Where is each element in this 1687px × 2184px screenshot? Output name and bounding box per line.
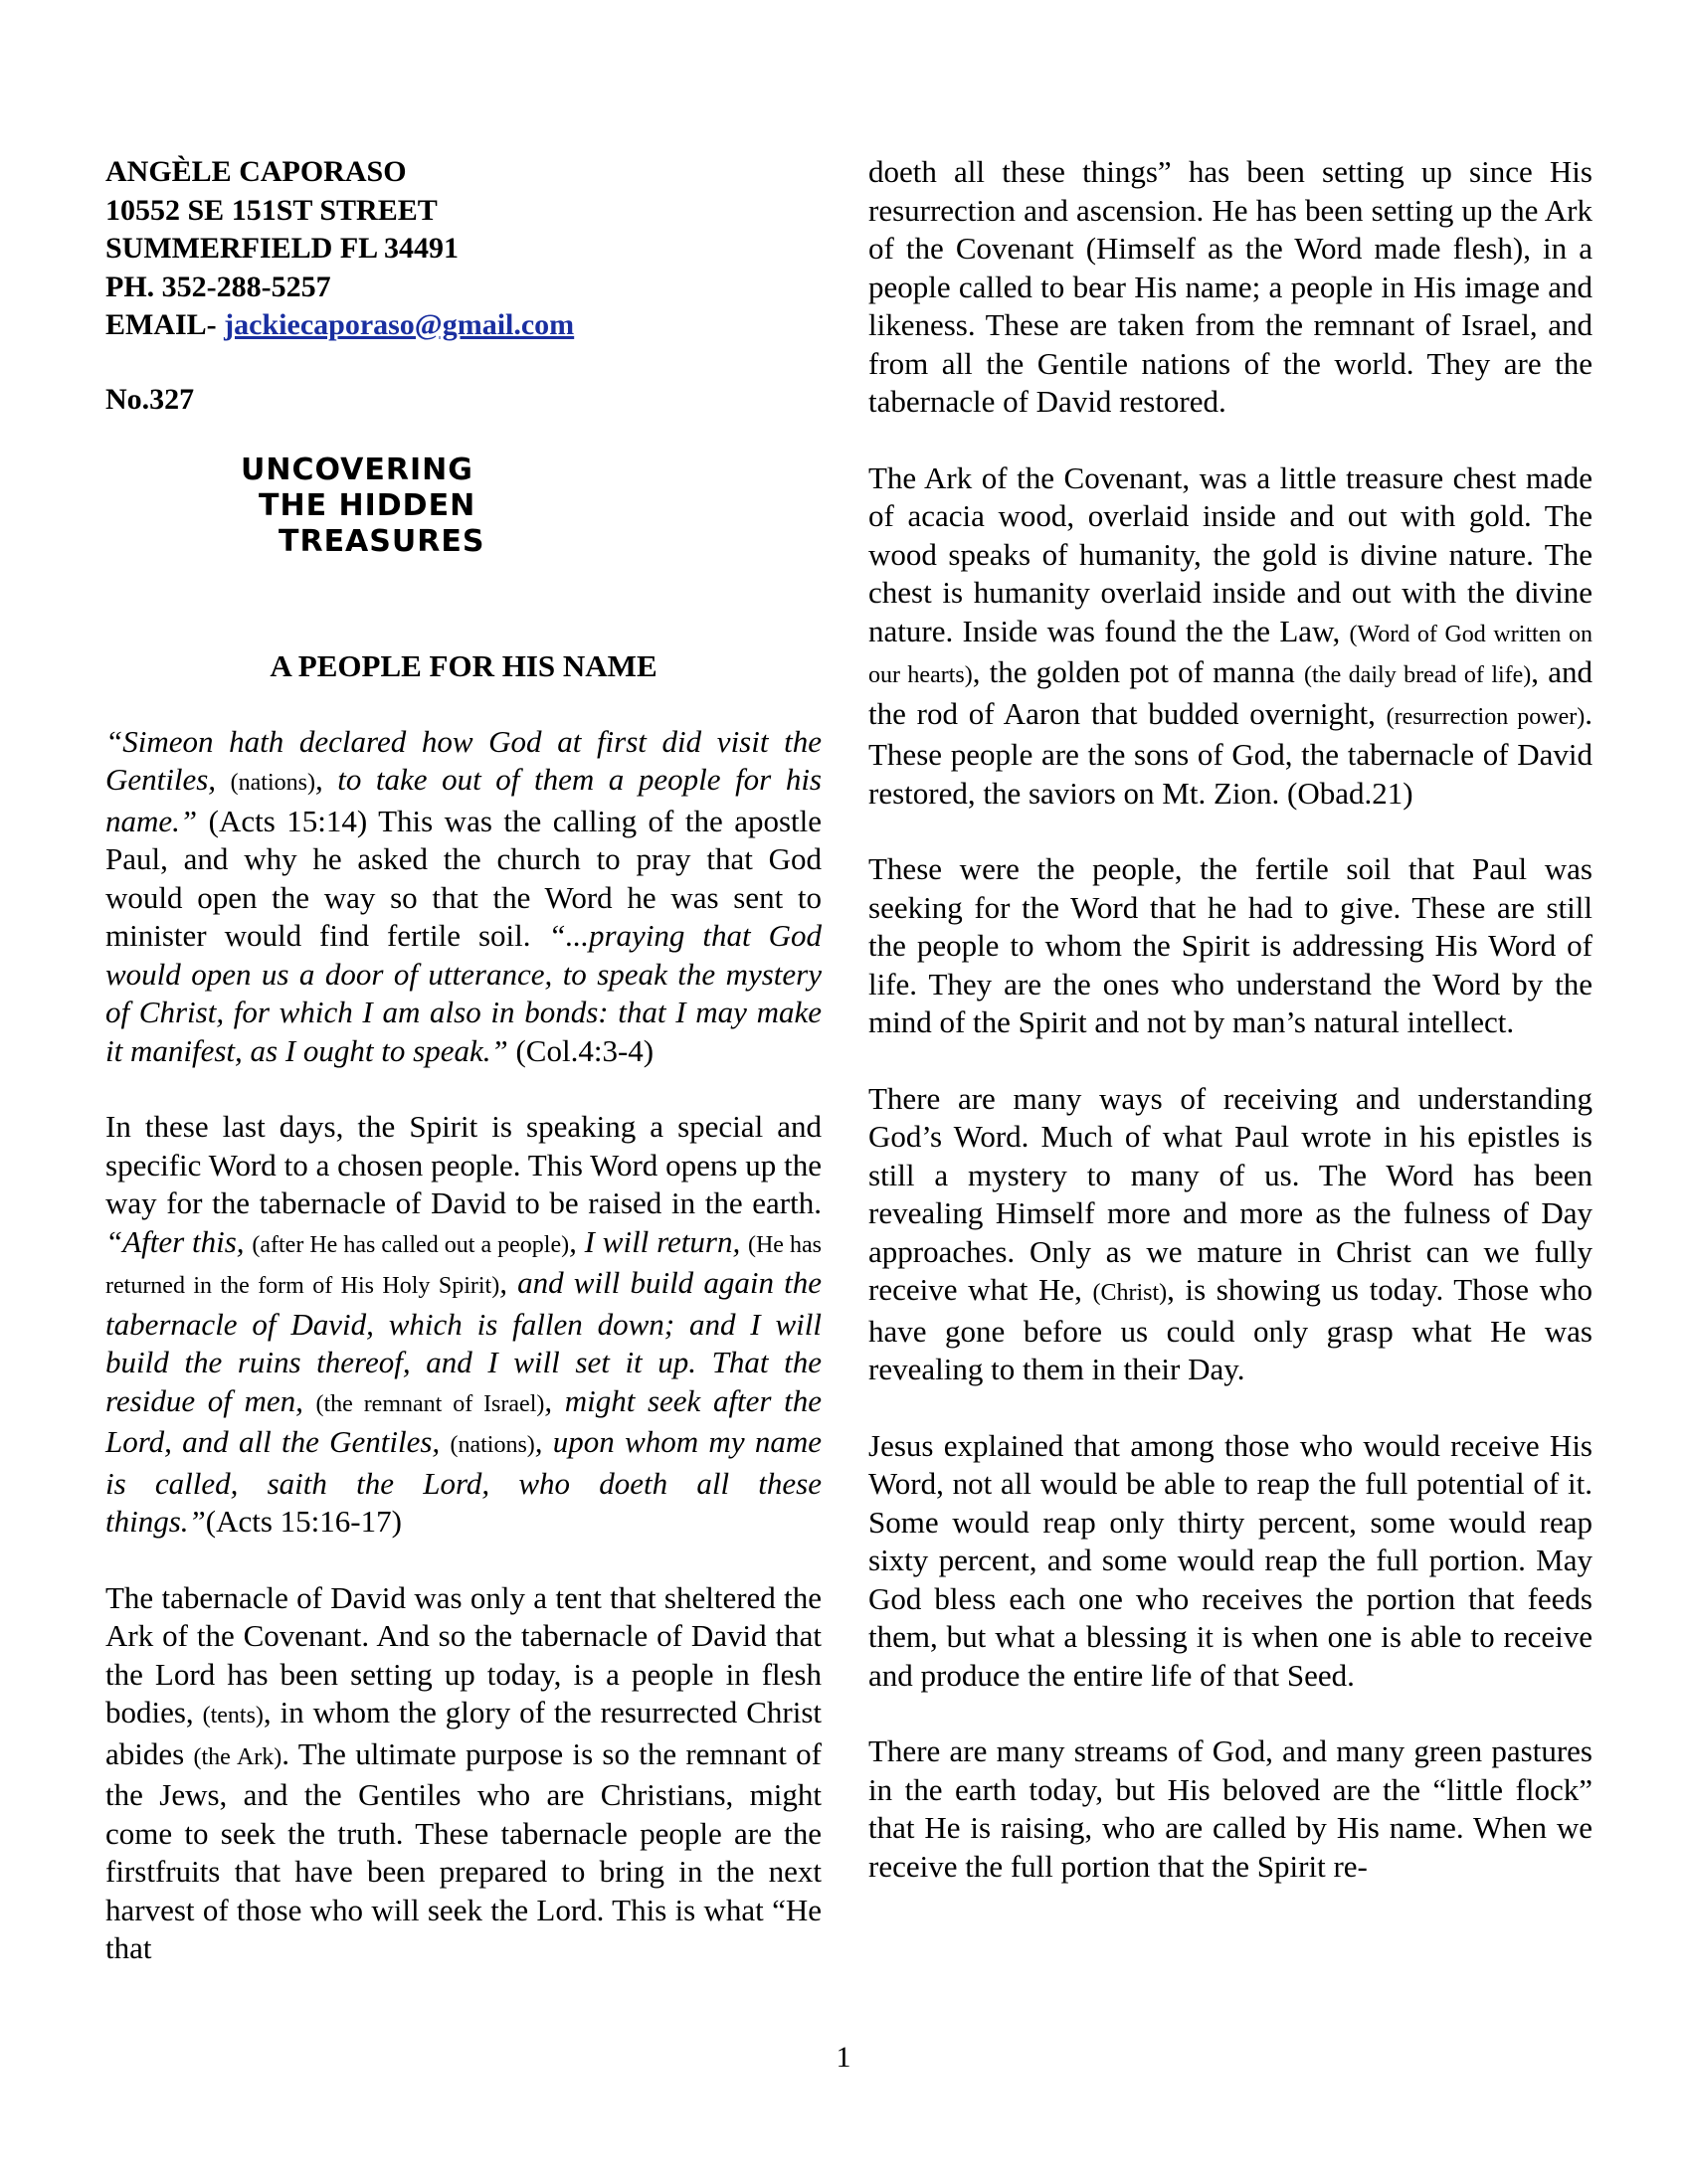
series-title-line: THE HIDDEN [259,487,476,523]
email-label: EMAIL- [105,308,225,341]
author-header [105,153,822,417]
page-number: 1 [836,2041,851,2074]
issue-number: No.327 [105,382,195,416]
paragraph: “Simeon hath declared how God at first did visit the Gentiles, (nations), to take out of them a people for his name.” (Acts 15:14) This was the calling of the apostle Paul, and why he asked the church to pray that God would open the way so that the Word he was sent to minister would find fertile soil. “...praying that God would open us a door of utterance, to speak the mystery of Christ, for which I am also in bonds: that I may make it manifest, as I ought to speak.” (Col.4:3-4) [105,723,823,1068]
paragraph: doeth all these things” has been setting up since His resurrection and ascension. He has been setting up the Ark of the Covenant (Himself as the Word made flesh), in a people called to bear His name; a people in His image and likeness. These are taken from the remnant of Israel, and from all the Gentile nations of the world. They are the tabernacle of David restored. [868,154,1593,419]
article-title: A PEOPLE FOR HIS NAME [270,647,657,683]
city-address: SUMMERFIELD FL 34491 [105,232,460,265]
series-title-line: TREASURES [279,523,485,559]
paragraph: Jesus explained that among those who would receive His Word, not all would be able to reap the full potential of it. Some would reap only thirty percent, some would reap sixty percent, and some would reap the full portion. May God bless each one who receives the portion that feeds them, but what a blessing it is when one is able to receive and produce the entire life of that Seed. [868,1427,1593,1693]
paragraph: The Ark of the Covenant, was a little treasure chest made of acacia wood, overlaid inside and out with gold. The wood speaks of humanity, the gold is divine nature. The chest is humanity overlaid inside and out with the divine nature. Inside was found the the Law, (Word of God written on our hearts), the golden pot of manna (the daily bread of life), and the rod of Aaron that budded overnight, (resurrection power). These people are the sons of God, the tabernacle of David restored, the saviors on Mt. Zion. (Obad.21) [868,459,1593,811]
phone-number: PH. 352-288-5257 [105,270,331,303]
series-title-line: UNCOVERING [241,452,473,487]
street-address: 10552 SE 151ST STREET [105,193,438,227]
paragraph: In these last days, the Spirit is speaking a special and specific Word to a chosen people. This Word opens up the way for the tabernacle of David to be raised in the earth. “After this, (after He has called out a people), I will return, (He has returned in the form of His Holy Spirit), and will build again the tabernacle of David, which is fallen down; and I will build the ruins thereof, and I will set it up. That the residue of men, (the remnant of Israel), might seek after the Lord, and all the Gentiles, (nations), upon whom my name is called, saith the Lord, who doeth all these things.”(Acts 15:16-17) [105,1109,823,1539]
email-line [105,306,822,345]
paragraph: There are many streams of God, and many green pastures in the earth today, but His beloved are the “little flock” that He is raising, who are called by His name. When we receive the full portion that the Spirit re- [868,1733,1593,1884]
paragraph: There are many ways of receiving and understanding God’s Word. Much of what Paul wrote in his epistles is still a mystery to many of us. The Word has been revealing Himself more and more as the fulness of Day approaches. Only as we mature in Christ can we fully receive what He, (Christ), is showing us today. Those who have gone before us could only grasp what He was revealing to them in their Day. [868,1080,1593,1386]
author-name: ANGÈLE CAPORASO [105,155,407,188]
paragraph: These were the people, the fertile soil that Paul was seeking for the Word that he had to give. These are still the people to whom the Spirit is addressing His Word of life. They are the ones who understand the Word by the mind of the Spirit and not by man’s natural intellect. [868,851,1593,1039]
series-title [105,453,822,560]
paragraph: The tabernacle of David was only a tent that sheltered the Ark of the Covenant. And so the tabernacle of David that the Lord has been setting up today, is a people in flesh bodies, (tents), in whom the glory of the resurrected Christ abides (the Ark). The ultimate purpose is so the remnant of the Jews, and the Gentiles who are Christians, might come to seek the truth. These tabernacle people are the firstfruits that have been prepared to bring in the next harvest of those who will seek the Lord. This is what “He that [105,1579,823,1965]
email-link[interactable]: jackiecaporaso@gmail.com [224,308,575,341]
left-column [105,153,822,1968]
right-column [868,153,1593,1886]
